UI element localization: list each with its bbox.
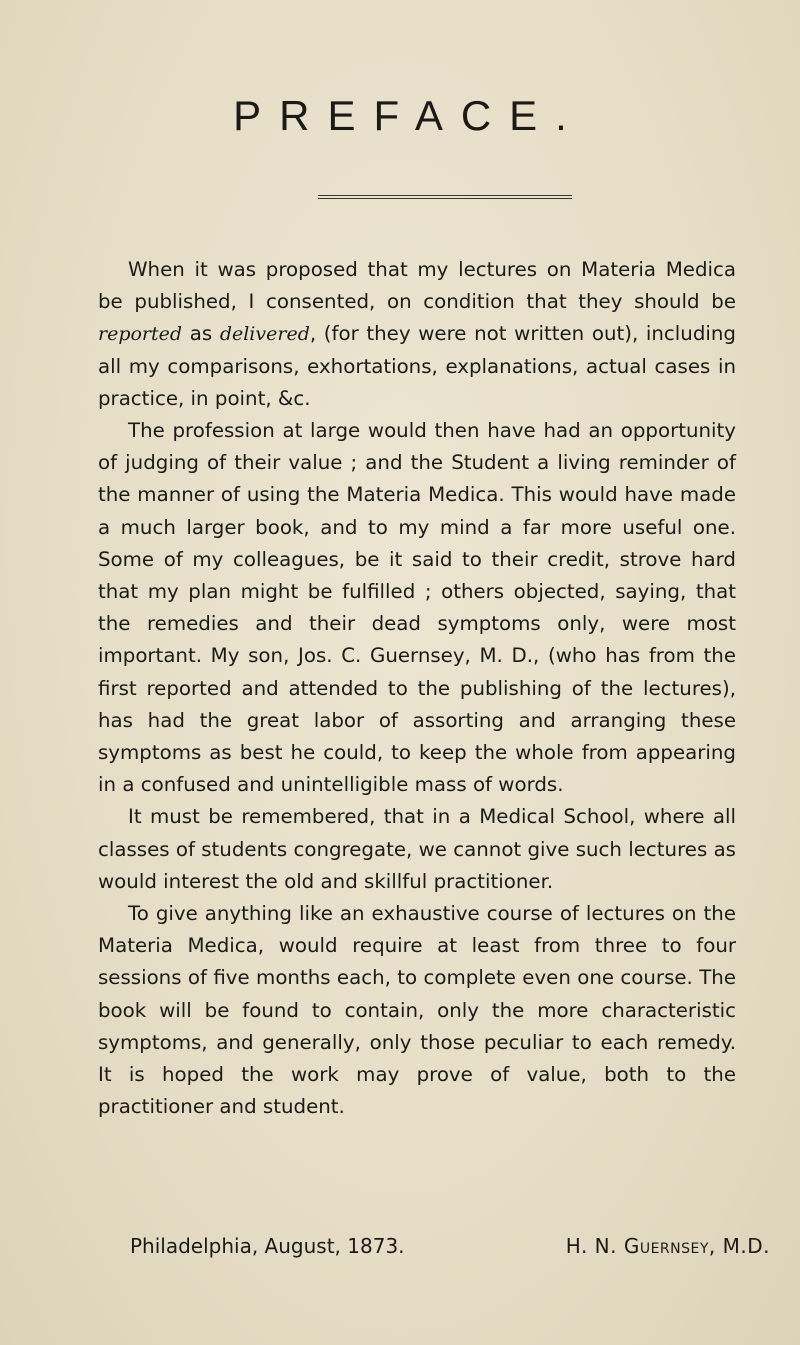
place-date: Philadelphia, August, 1873. [130, 1234, 405, 1258]
divider-line [318, 195, 572, 196]
preface-body [98, 254, 736, 1123]
paragraph-1-italic-delivered: delivered [219, 323, 310, 346]
preface-heading: PREFACE. [233, 92, 585, 139]
signature-line [130, 1234, 770, 1258]
paragraph-1-text-a: When it was proposed that my lectures on Materia Medica be published, I consented, on condition that they should be [98, 258, 736, 314]
author-name: H. N. Guernsey, M.D. [565, 1234, 770, 1258]
divider-line [318, 198, 572, 199]
paragraph-4: To give anything like an exhaustive course of lectures on the Materia Medica, would require at least from three to four sessions of five months each, to complete even one course. The book will be found to contain, only the more characteristic symptoms, and generally, only those peculiar to each remedy. It is hoped the work may prove of value, both to the practitioner and student. [98, 902, 736, 1119]
title-divider [318, 195, 572, 202]
paragraph-1-text-b: as [182, 322, 220, 346]
paragraph-2: The profession at large would then have had an opportunity of judging of their value ; and the Student a living reminder of the manner of using the Materia Medica. This would have made a much larger book, and to my mind a far more useful one. Some of my colleagues, be it said to their credit, strove hard that my plan might be fulfilled ; others objected, saying, that the remedies and their dead symptoms only, were most important. My son, Jos. C. Guernsey, M. D., (who has from the first reported and attended to the publishing of the lectures), has had the great labor of assorting and arranging these symptoms as best he could, to keep the whole from appearing in a confused and unintelligible mass of words. [98, 419, 736, 797]
paragraph-1-italic-reported: reported [98, 323, 183, 346]
paragraph-3: It must be remembered, that in a Medical School, where all classes of students congregate, we cannot give such lectures as would interest the old and skillful practitioner. [98, 805, 736, 893]
paragraph-1-text-c: , (for they were not written out), including all my comparisons, exhortations, explanations, actual cases in practice, in point, &c. [98, 322, 736, 410]
paragraph-1 [98, 254, 736, 415]
